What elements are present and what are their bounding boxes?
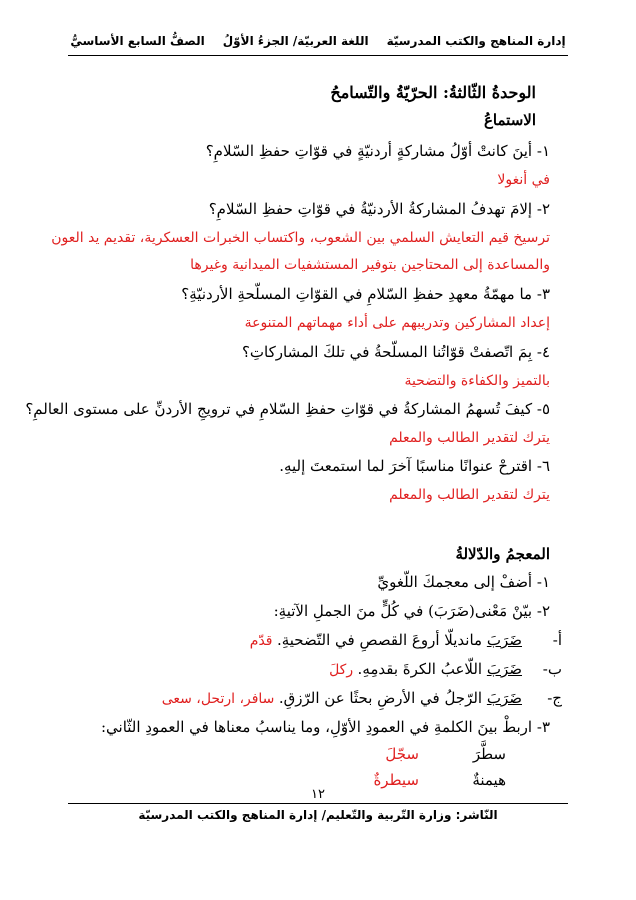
sentence-b-answer: ركلَ: [329, 662, 358, 678]
sentence-a-answer: قدّم: [249, 633, 277, 649]
listening-question-4: ٤- بِمَ اتّصفتْ قوّاتُنا المسلّحةُ في تلكَ المشاركاتِ؟: [241, 343, 550, 361]
match-word-2: هيمنةٌ: [472, 771, 506, 789]
sentence-c-word: ضَرَبَ: [486, 689, 522, 707]
lexicon-question-3: ٣- اربطْ بينَ الكلمةِ في العمودِ الأوّلِ، وما يناسبُ معناها في العمودِ الثّاني:: [100, 718, 550, 736]
match-word-1: سطَّرَ: [472, 745, 506, 763]
page-footer: النّاشر: وزارة التّربية والتّعليم/ إدارة المناهج والكتب المدرسيّة: [138, 808, 498, 822]
listening-answer-3: إعداد المشاركين وتدريبهم على أداء مهماتهم المتنوعة: [244, 315, 550, 331]
sentence-marker-a: أ-: [552, 631, 562, 649]
listening-answer-5: يترك لتقدير الطالب والمعلم: [389, 430, 550, 446]
header-department: إدارة المناهج والكتب المدرسيّة: [386, 34, 566, 48]
header-subject: اللغة العربيّة/ الجزءُ الأوّلُ: [222, 34, 369, 48]
listening-question-5: ٥- كيفَ تُسهمُ المشاركةُ في قوّاتِ حفظِ السّلامِ في ترويجِ الأردنِّ على مستوى العالمِ؟: [25, 400, 550, 418]
header-grade: الصفُّ السابع الأساسيُّ: [70, 34, 205, 48]
lexicon-heading: المعجمُ والدّلالةُ: [455, 545, 550, 563]
listening-heading: الاستماعُ: [483, 111, 536, 129]
sentence-c-answer: سافر، ارتحل، سعى: [161, 691, 279, 707]
match-meaning-2: سيطرةٌ: [373, 771, 419, 789]
unit-title: الوحدةُ الثّالثةُ: الحرّيّةُ والتّسامحُ: [330, 83, 536, 102]
sentence-b: [60, 659, 522, 680]
listening-answer-6: يترك لتقدير الطالب والمعلم: [389, 487, 550, 503]
header-divider: [68, 55, 568, 56]
listening-question-6: ٦- اقترحْ عنوانًا مناسبًا آخرَ لما استمعتَ إليهِ.: [279, 457, 550, 475]
sentence-b-word: ضَرَبَ: [486, 660, 522, 678]
listening-answer-1: في أنغولا: [497, 172, 550, 188]
sentence-a-word: ضَرَبَ: [486, 631, 522, 649]
listening-question-1: ١- أينَ كانتْ أوّلُ مشاركةٍ أردنيّةٍ في قوّاتِ حفظِ السّلامِ؟: [205, 142, 550, 160]
footer-divider: [68, 803, 568, 804]
page-header: [68, 34, 568, 48]
sentence-c-text: الرّجلُ في الأرضِ بحثًا عن الرّزقِ.: [278, 689, 487, 707]
sentence-marker-b: ب-: [542, 660, 562, 678]
sentence-a-text: مانديلّا أروعَ القصصِ في التّضحيةِ.: [276, 631, 487, 649]
lexicon-question-2: ٢- بيّنْ مَعْنى(ضَرَبَ) في كُلٍّ منَ الجملِ الآتيةِ:: [273, 602, 550, 620]
sentence-a: [60, 630, 522, 651]
listening-answer-2a: ترسيخ قيم التعايش السلمي بين الشعوب، واكتساب الخبرات العسكرية، تقديم يد العون: [51, 230, 550, 246]
lexicon-question-1: ١- أضفْ إلى معجمكَ اللّغويِّ: [377, 573, 550, 591]
match-meaning-1: سجّلَ: [385, 745, 419, 763]
sentence-c: [60, 688, 522, 709]
listening-answer-4: بالتميز والكفاءة والتضحية: [404, 373, 550, 389]
sentence-marker-c: ج-: [547, 689, 562, 707]
listening-question-2: ٢- إلامَ تهدفُ المشاركةُ الأردنيّةُ في قوّاتِ حفظِ السّلامِ؟: [208, 200, 550, 218]
listening-answer-2b: والمساعدة إلى المحتاجين بتوفير المستشفيات الميدانية وغيرها: [190, 257, 550, 273]
page-number: ١٢: [311, 787, 325, 802]
sentence-b-text: اللّاعبُ الكرةَ بقدمِهِ.: [357, 660, 487, 678]
listening-question-3: ٣- ما مهمّةُ معهدِ حفظِ السّلامِ في القوّاتِ المسلّحةِ الأردنيّةِ؟: [181, 285, 550, 303]
